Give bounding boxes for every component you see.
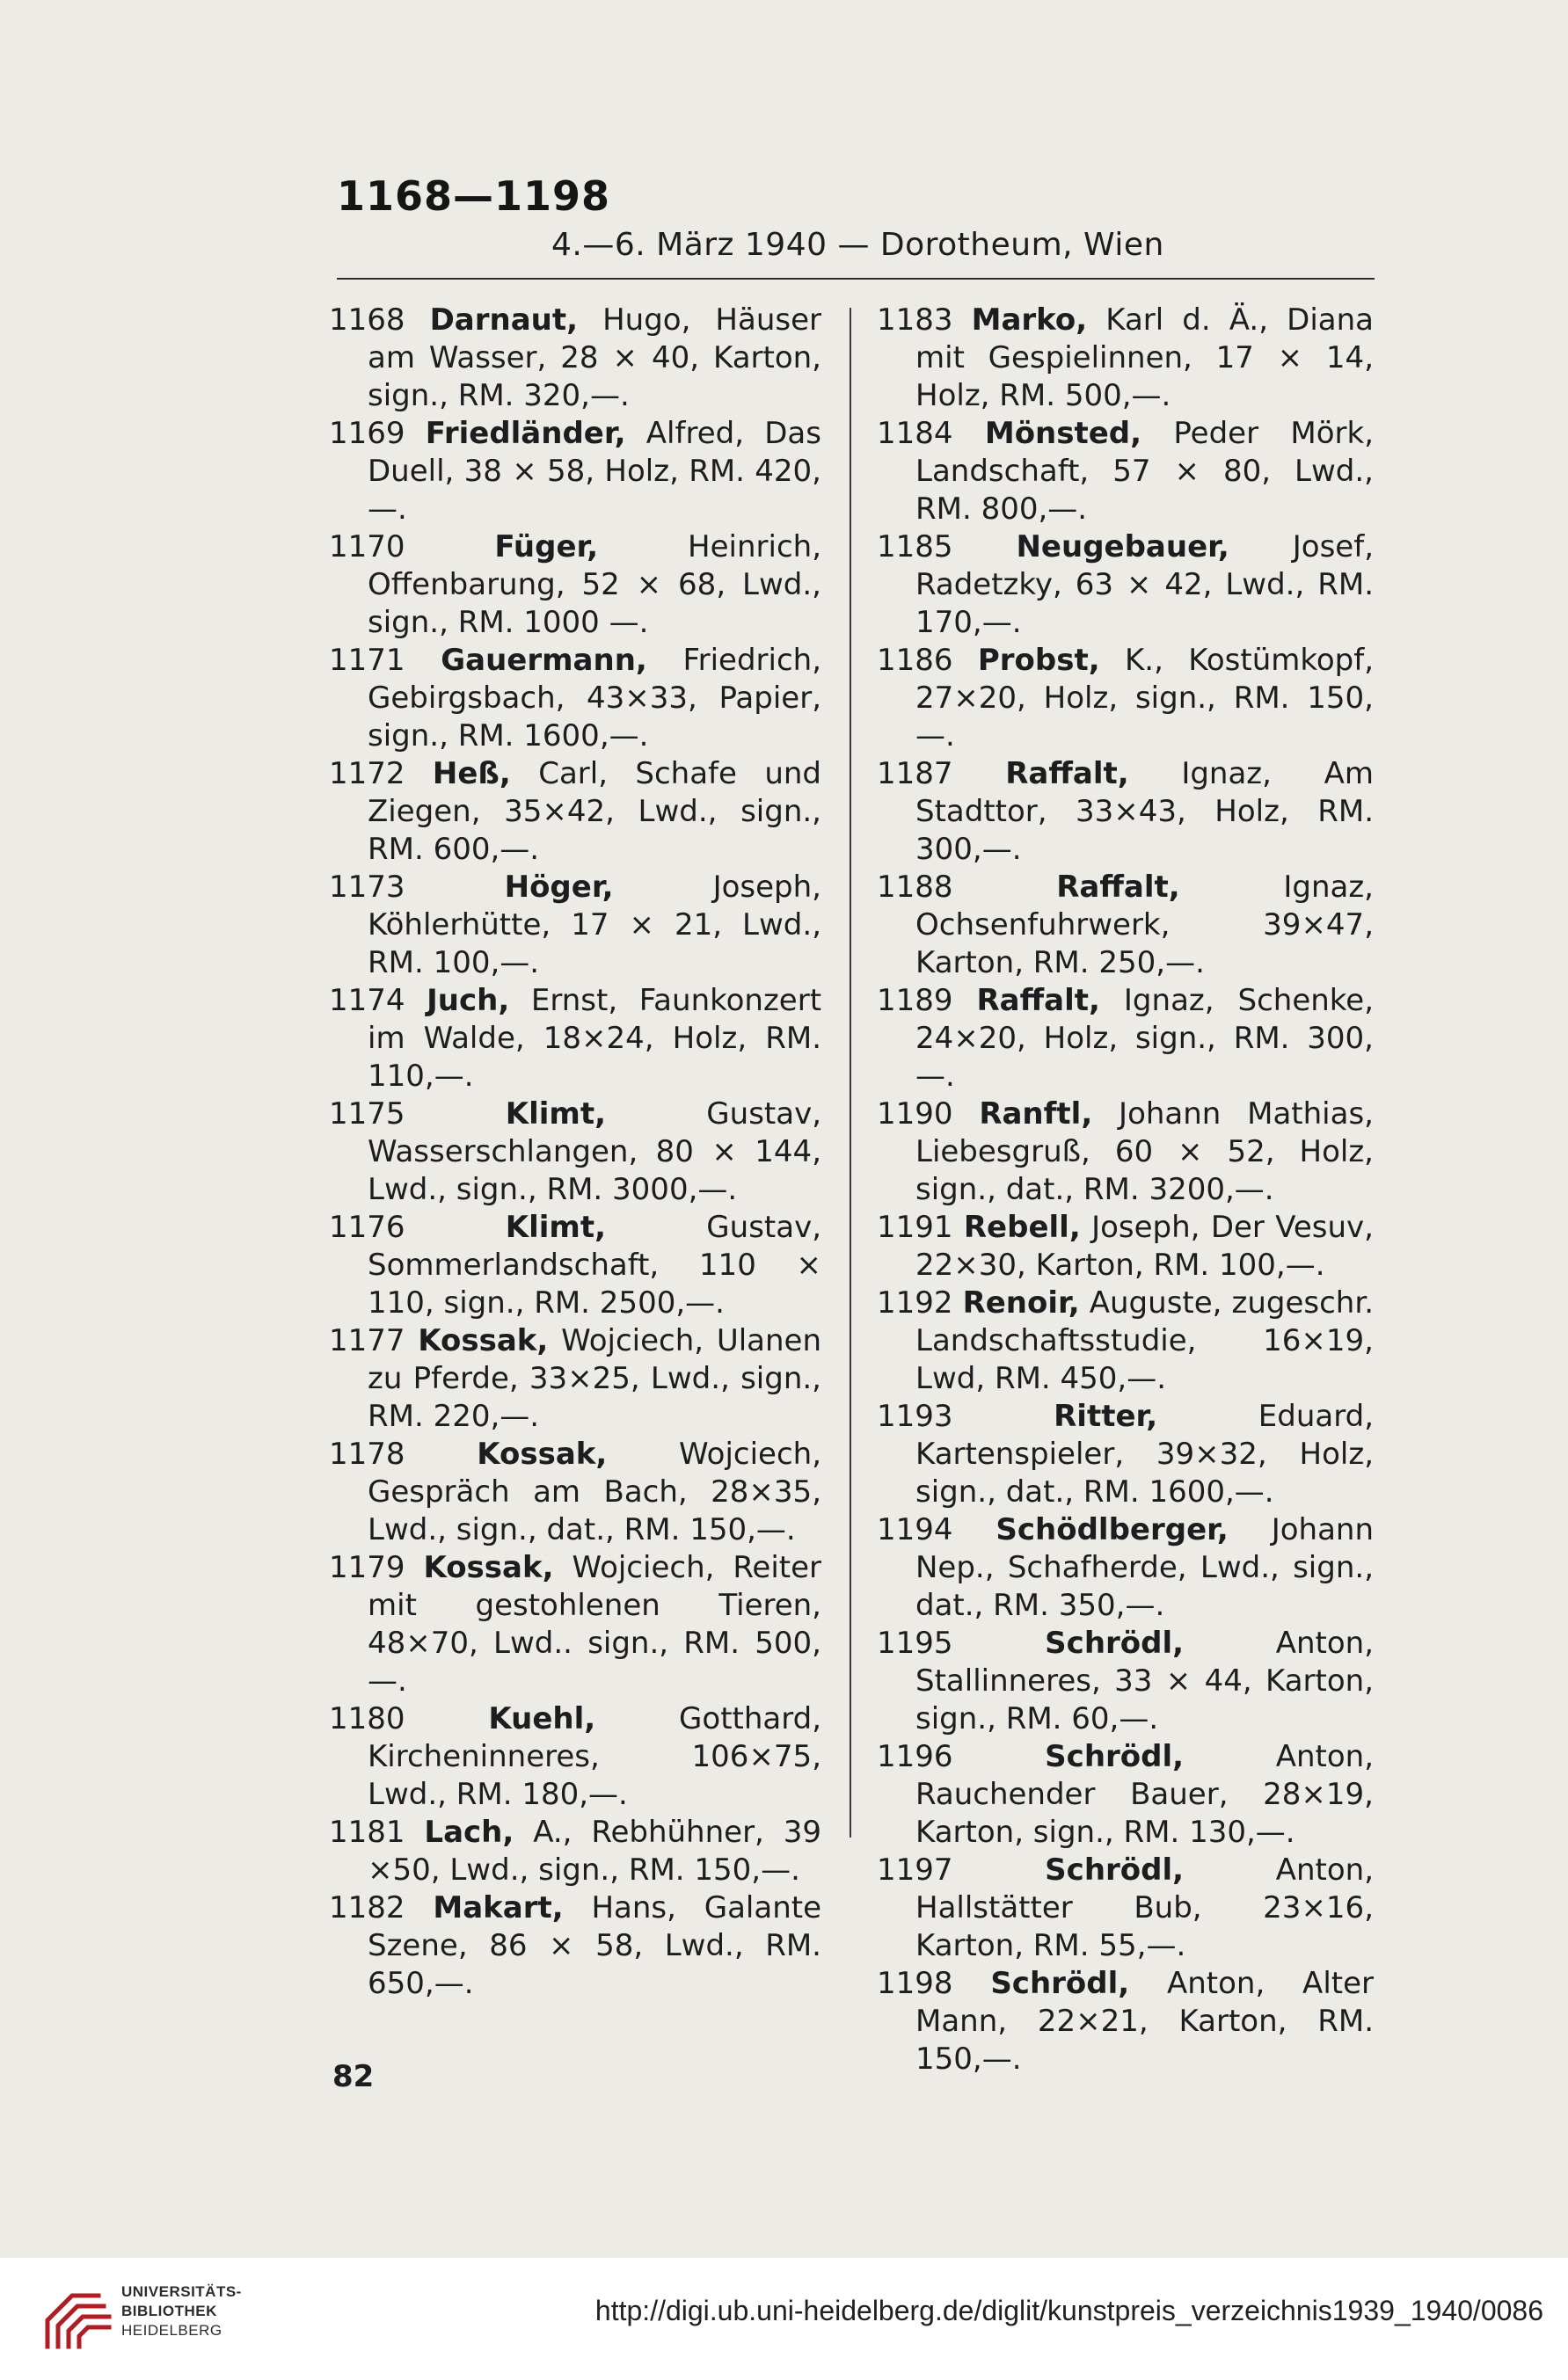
artist-name: Schrödl, (1045, 1626, 1185, 1661)
lot-number: 1187 (877, 756, 953, 791)
lot-entry (329, 1814, 821, 1889)
artist-name: Rebell, (963, 1210, 1081, 1245)
library-line-3: HEIDELBERG (121, 2322, 222, 2339)
artist-name: Kossak, (477, 1437, 608, 1472)
lot-description: Gustav, Wasserschlangen, 80 × 144, Lwd., sign., RM. 3000,—. (368, 1096, 822, 1207)
lot-number: 1176 (329, 1210, 405, 1245)
lot-entry (329, 1322, 821, 1436)
artist-name: Klimt, (505, 1210, 607, 1245)
artist-name: Neugebauer, (1016, 529, 1229, 564)
column-divider (850, 308, 851, 1838)
artist-name: Schödlberger, (995, 1512, 1229, 1547)
lot-entry (329, 528, 821, 642)
lot-entry (877, 1095, 1374, 1209)
page-number: 82 (332, 2059, 375, 2094)
lot-number: 1197 (877, 1852, 953, 1888)
lot-number: 1182 (329, 1890, 405, 1925)
artist-name: Heß, (432, 756, 511, 791)
lot-entry (329, 1436, 821, 1549)
lot-entry (329, 869, 821, 982)
lot-number: 1173 (329, 870, 405, 905)
artist-name: Schrödl, (990, 1966, 1130, 2001)
library-line-2: BIBLIOTHEK (121, 2303, 217, 2319)
lot-description: Johann Nep., Schafherde, Lwd., sign., dat., RM. 350,—. (915, 1512, 1375, 1623)
lot-entry (877, 1285, 1374, 1398)
lot-description: Johann Mathias, Liebesgruß, 60 × 52, Holz, sign., dat., RM. 3200,—. (915, 1096, 1374, 1207)
artist-name: Kuehl, (488, 1701, 596, 1736)
header-rule (337, 278, 1375, 280)
artist-name: Schrödl, (1045, 1852, 1185, 1888)
artist-name: Renoir, (962, 1285, 1080, 1321)
artist-name: Lach, (424, 1815, 514, 1850)
lot-entry (877, 1398, 1374, 1511)
lot-description: Hans, Galante Szene, 86 × 58, Lwd., RM. 650,—. (368, 1890, 822, 2001)
lot-description: Peder Mörk, Landschaft, 57 × 80, Lwd., RM. 800,—. (915, 416, 1375, 527)
lot-description: Carl, Schafe und Ziegen, 35×42, Lwd., sign., RM. 600,—. (368, 756, 822, 867)
lot-description: Alfred, Das Duell, 38 × 58, Holz, RM. 420,—. (368, 416, 821, 527)
lot-description: A., Rebhühner, 39 ×50, Lwd., sign., RM. 150,—. (368, 1815, 822, 1888)
lot-number: 1178 (329, 1437, 405, 1472)
lot-entry (329, 1700, 821, 1814)
lot-description: Gotthard, Kircheninneres, 106×75, Lwd., RM. 180,—. (368, 1701, 822, 1812)
artist-name: Kossak, (418, 1323, 549, 1358)
lot-number: 1181 (329, 1815, 405, 1850)
lot-entry (877, 528, 1374, 642)
right-column (877, 302, 1374, 2078)
lot-number: 1198 (877, 1966, 953, 2001)
lot-description: K., Kostümkopf, 27×20, Holz, sign., RM. 150,—. (915, 643, 1375, 753)
lot-number: 1179 (329, 1550, 405, 1585)
lot-entry (877, 869, 1374, 982)
lot-description: Gustav, Sommerlandschaft, 110 × 110, sign., RM. 2500,—. (368, 1210, 822, 1321)
artist-name: Füger, (494, 529, 599, 564)
lot-entry (329, 302, 821, 415)
lot-description: Wojciech, Gespräch am Bach, 28×35, Lwd., sign., dat., RM. 150,—. (368, 1437, 822, 1547)
lot-number: 1170 (329, 529, 405, 564)
lot-entry (329, 1095, 821, 1209)
lot-entry (877, 755, 1374, 869)
artist-name: Gauermann, (441, 643, 647, 678)
artist-name: Schrödl, (1045, 1739, 1185, 1774)
lot-number: 1171 (329, 643, 405, 678)
lot-number: 1172 (329, 756, 405, 791)
lot-description: Joseph, Köhlerhütte, 17 × 21, Lwd., RM. 100,—. (368, 870, 821, 980)
lot-number: 1192 (877, 1285, 953, 1321)
artist-name: Makart, (433, 1890, 564, 1925)
lot-entry (329, 1889, 821, 2003)
lot-number: 1196 (877, 1739, 953, 1774)
lot-number: 1195 (877, 1626, 953, 1661)
lot-entry (877, 1965, 1374, 2078)
lot-description: Wojciech, Reiter mit gestohlenen Tieren, 48×70, Lwd.. sign., RM. 500,—. (368, 1550, 822, 1699)
lot-description: Anton, Rauchender Bauer, 28×19, Karton, sign., RM. 130,—. (915, 1739, 1374, 1850)
lot-number: 1169 (329, 416, 405, 451)
lot-entry (329, 642, 821, 755)
lot-description: Josef, Radetzky, 63 × 42, Lwd., RM. 170,—. (915, 529, 1375, 640)
artist-name: Mönsted, (984, 416, 1142, 451)
lot-number: 1190 (877, 1096, 953, 1132)
footer-bar (0, 2258, 1568, 2380)
lot-description: Friedrich, Gebirgsbach, 43×33, Papier, sign., RM. 1600,—. (368, 643, 822, 753)
artist-name: Höger, (504, 870, 614, 905)
artist-name: Kossak, (423, 1550, 554, 1585)
artist-name: Ranftl, (979, 1096, 1093, 1132)
lot-number: 1174 (329, 983, 405, 1018)
artist-name: Klimt, (505, 1096, 607, 1132)
lot-entry (329, 1209, 821, 1322)
artist-name: Probst, (977, 643, 1100, 678)
lot-number: 1193 (877, 1399, 953, 1434)
lot-entry (329, 415, 821, 528)
lot-entry (877, 415, 1374, 528)
lot-number: 1180 (329, 1701, 405, 1736)
lot-entry (877, 982, 1374, 1095)
artist-name: Ritter, (1054, 1399, 1158, 1434)
lot-description: Heinrich, Offenbarung, 52 × 68, Lwd., sign., RM. 1000 —. (368, 529, 822, 640)
lot-description: Joseph, Der Vesuv, 22×30, Karton, RM. 100,—. (915, 1210, 1374, 1283)
lot-number: 1168 (329, 302, 405, 338)
artist-name: Marko, (971, 302, 1088, 338)
artist-name: Darnaut, (429, 302, 579, 338)
lot-description: Ignaz, Am Stadttor, 33×43, Holz, RM. 300,—. (915, 756, 1375, 867)
lot-entry (877, 1738, 1374, 1852)
lot-description: Anton, Stallinneres, 33 × 44, Karton, sign., RM. 60,—. (915, 1626, 1374, 1736)
lot-description: Hugo, Häuser am Wasser, 28 × 40, Karton, sign., RM. 320,—. (368, 302, 821, 413)
auction-subtitle: 4.—6. März 1940 — Dorotheum, Wien (551, 227, 1164, 263)
lot-description: Karl d. Ä., Diana mit Gespielinnen, 17 × 14, Holz, RM. 500,—. (915, 302, 1374, 413)
artist-name: Raffalt, (976, 983, 1100, 1018)
lot-description: Auguste, zugeschr. Landschaftsstudie, 16×19, Lwd, RM. 450,—. (915, 1285, 1374, 1396)
lot-description: Wojciech, Ulanen zu Pferde, 33×25, Lwd., sign., RM. 220,—. (368, 1323, 821, 1434)
lot-number: 1186 (877, 643, 953, 678)
source-url[interactable]: http://digi.ub.uni-heidelberg.de/diglit/kunstpreis_verzeichnis1939_1940/0086 (594, 2295, 1543, 2326)
lot-number: 1185 (877, 529, 953, 564)
lot-entry (877, 1852, 1374, 1965)
lot-number: 1191 (877, 1210, 953, 1245)
lot-entry (877, 1625, 1374, 1738)
lot-number: 1194 (877, 1512, 953, 1547)
lot-entry (877, 1209, 1374, 1285)
artist-name: Raffalt, (1005, 756, 1129, 791)
artist-name: Juch, (427, 983, 510, 1018)
lot-entry (877, 1511, 1374, 1625)
lot-description: Ignaz, Ochsenfuhrwerk, 39×47, Karton, RM. 250,—. (915, 870, 1374, 980)
lot-number: 1188 (877, 870, 953, 905)
ub-heidelberg-logo-icon (37, 2278, 113, 2357)
library-name (121, 2282, 242, 2340)
lot-number: 1175 (329, 1096, 405, 1132)
lot-description: Anton, Alter Mann, 22×21, Karton, RM. 150,—. (915, 1966, 1374, 2077)
artist-name: Raffalt, (1056, 870, 1180, 905)
artist-name: Friedländer, (425, 416, 626, 451)
lot-entry (329, 982, 821, 1095)
lot-number: 1177 (329, 1323, 405, 1358)
lot-description: Ignaz, Schenke, 24×20, Holz, sign., RM. 300,—. (915, 983, 1375, 1094)
library-line-1: UNIVERSITÄTS- (121, 2283, 242, 2300)
lot-description: Ernst, Faunkonzert im Walde, 18×24, Holz, RM. 110,—. (368, 983, 822, 1094)
lot-number: 1183 (877, 302, 953, 338)
left-column (329, 302, 821, 2003)
lot-entry (329, 755, 821, 869)
lot-range-title: 1168—1198 (337, 172, 611, 220)
lot-number: 1184 (877, 416, 953, 451)
lot-entry (877, 302, 1374, 415)
lot-number: 1189 (877, 983, 953, 1018)
lot-description: Eduard, Kartenspieler, 39×32, Holz, sign., dat., RM. 1600,—. (915, 1399, 1374, 1510)
lot-entry (329, 1549, 821, 1700)
lot-description: Anton, Hallstätter Bub, 23×16, Karton, RM. 55,—. (915, 1852, 1374, 1963)
lot-entry (877, 642, 1374, 755)
